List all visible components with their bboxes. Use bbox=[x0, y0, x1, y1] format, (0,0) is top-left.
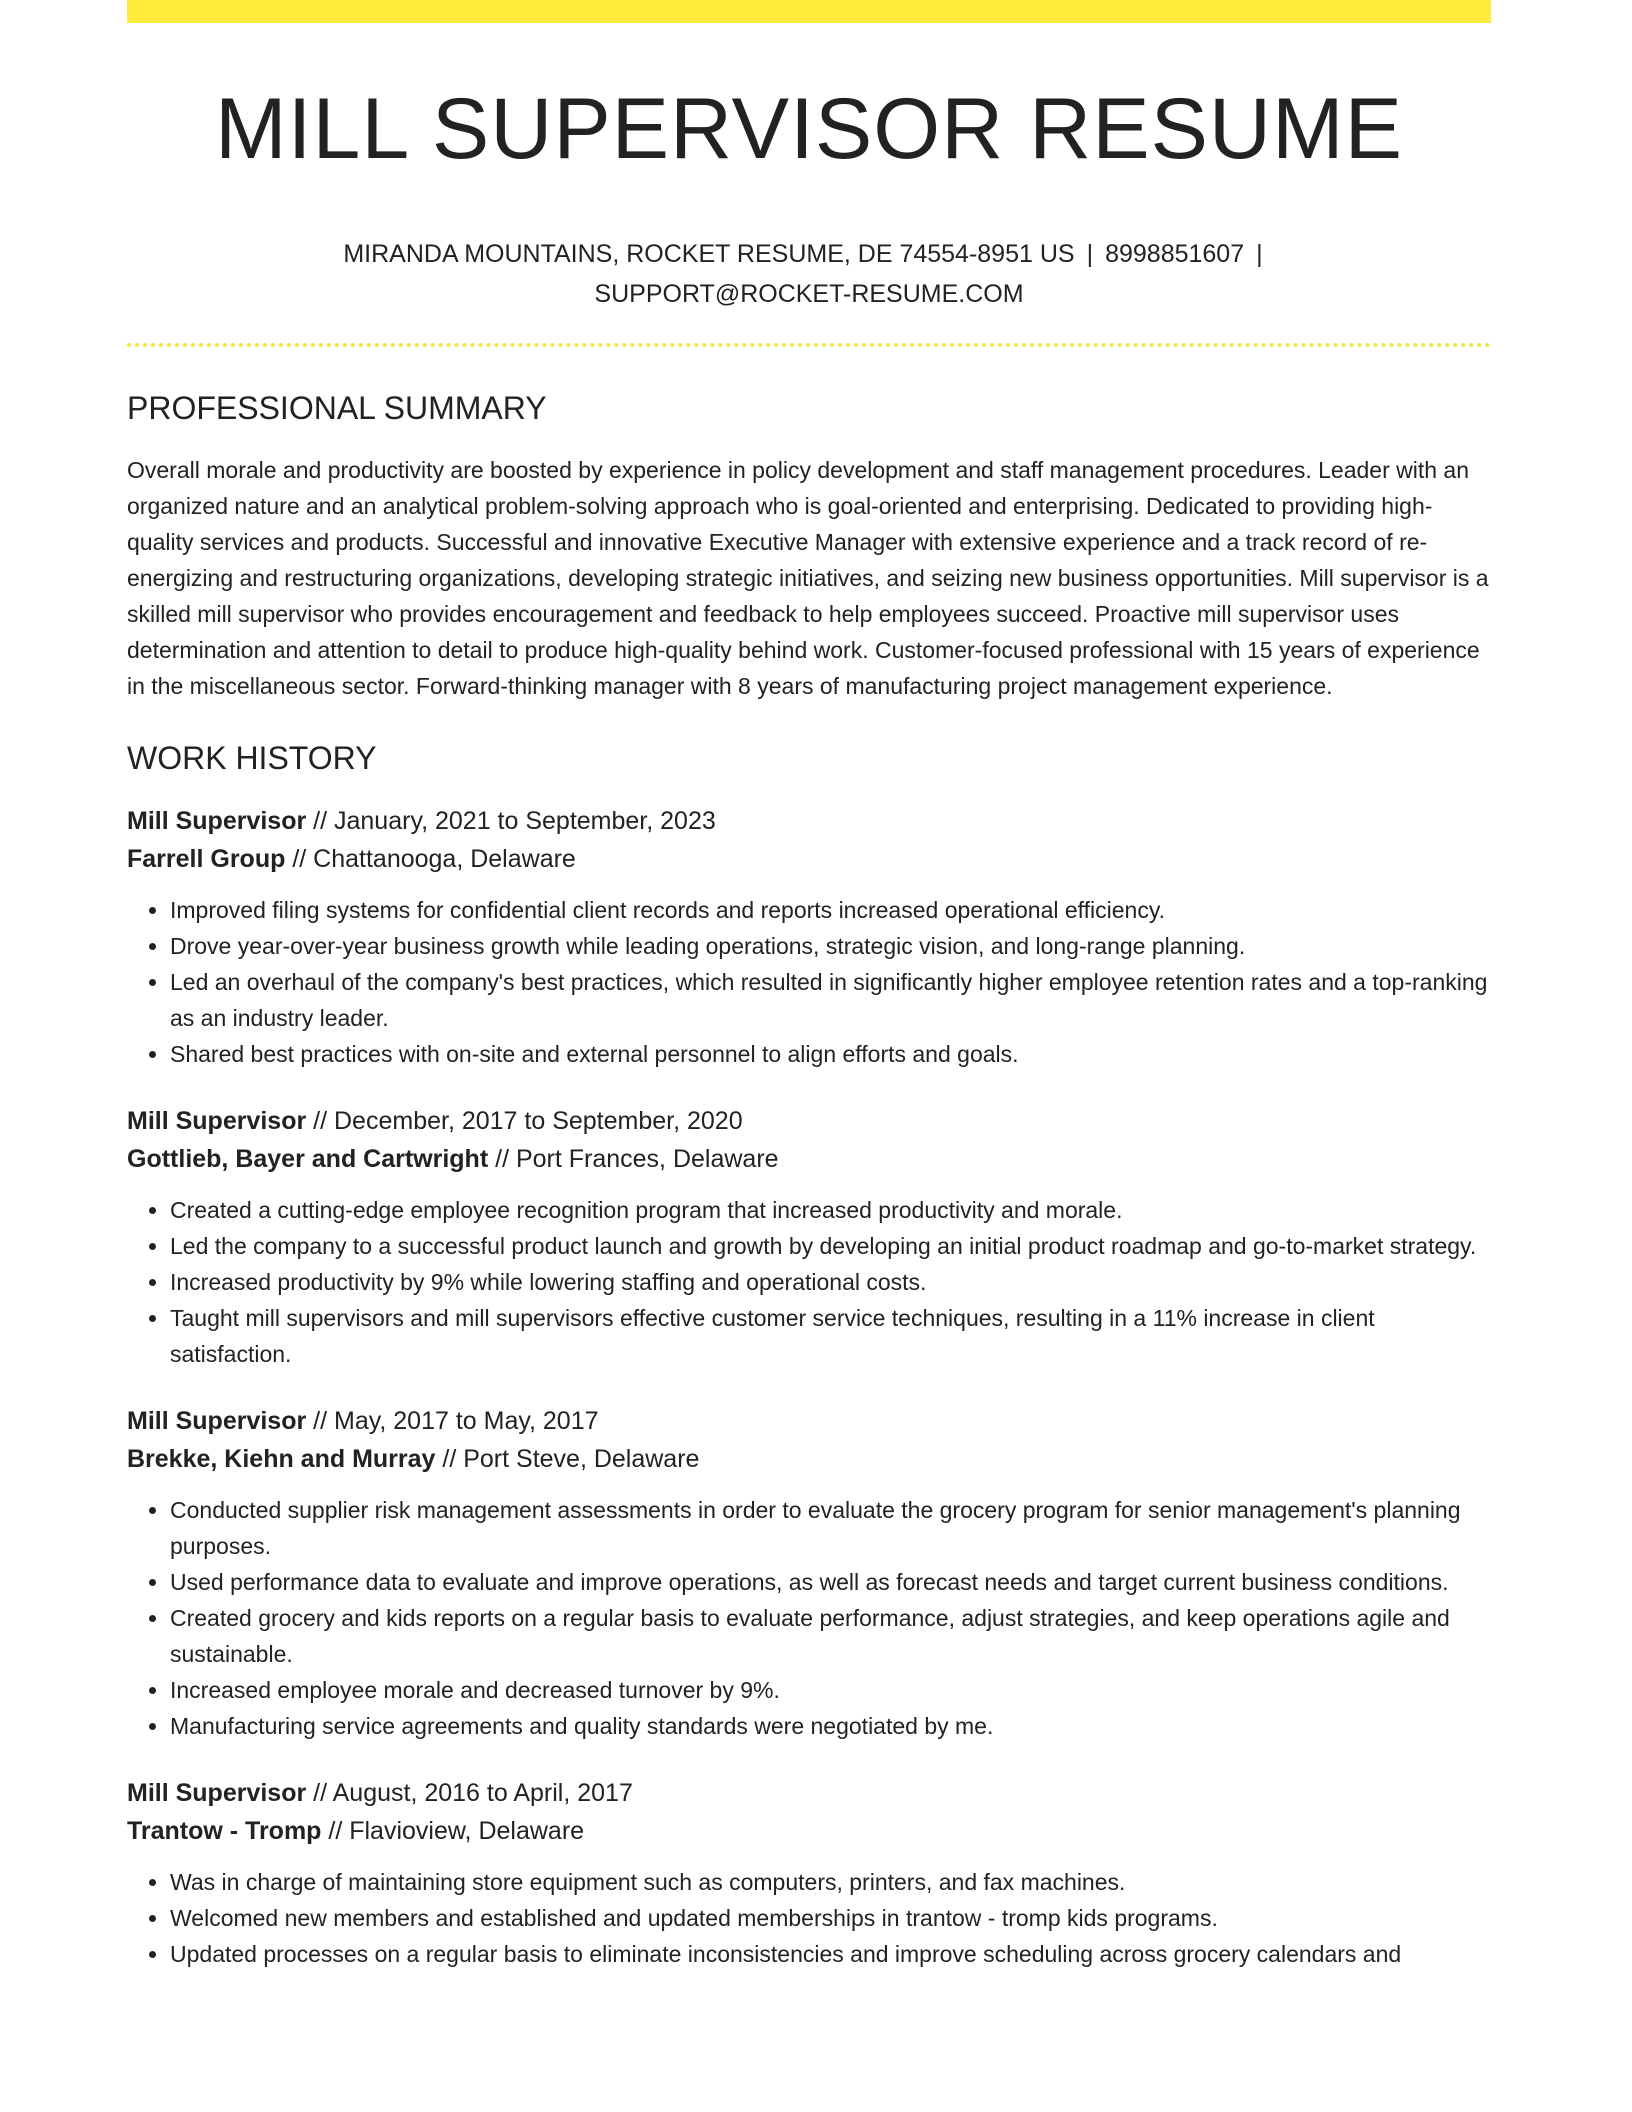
accent-top-bar bbox=[127, 0, 1491, 23]
contact-phone: 8998851607 bbox=[1105, 240, 1245, 268]
job-title-line bbox=[127, 1102, 1491, 1140]
job-bullets bbox=[127, 892, 1491, 1072]
job-dates: // August, 2016 to April, 2017 bbox=[306, 1779, 633, 1807]
job-title-line bbox=[127, 1402, 1491, 1440]
contact-line-2 bbox=[127, 274, 1491, 314]
job-bullet-item: • Welcomed new members and established and updated memberships in trantow - tromp kids programs. bbox=[170, 1900, 1491, 1936]
job-bullet-item: • Drove year-over-year business growth while leading operations, strategic vision, and long-range planning. bbox=[170, 928, 1491, 964]
job-bullet-item: • Created a cutting-edge employee recognition program that increased productivity and morale. bbox=[170, 1192, 1491, 1228]
job-bullet-item: • Taught mill supervisors and mill supervisors effective customer service techniques, resulting in a 11% increase in client satisfaction. bbox=[170, 1300, 1491, 1372]
summary-text: Overall morale and productivity are boosted by experience in policy development and staff management procedures. Leader with an organized nature and an analytical problem-solving approach who is goal-oriented and enterprising. Dedicated to providing high-quality services and products. Successful and innovative Executive Manager with extensive experience and a track record of re-energizing and restructuring organizations, developing strategic initiatives, and seizing new business opportunities. Mill supervisor is a skilled mill supervisor who provides encouragement and feedback to help employees succeed. Proactive mill supervisor uses determination and attention to detail to produce high-quality behind work. Customer-focused professional with 15 years of experience in the miscellaneous sector. Forward-thinking manager with 8 years of manufacturing project management experience. bbox=[127, 457, 1489, 699]
contact-email: SUPPORT@ROCKET-RESUME.COM bbox=[594, 280, 1024, 308]
job-bullet-item: • Led the company to a successful product launch and growth by developing an initial product roadmap and go-to-market strategy. bbox=[170, 1228, 1491, 1264]
job-bullets bbox=[127, 1864, 1491, 1972]
job-entry bbox=[127, 1402, 1491, 1744]
resume-content bbox=[127, 388, 1491, 2002]
contact-line-1 bbox=[127, 234, 1491, 274]
job-bullet-item: • Used performance data to evaluate and improve operations, as well as forecast needs and target current business conditions. bbox=[170, 1564, 1491, 1600]
job-bullet-item: • Was in charge of maintaining store equipment such as computers, printers, and fax machines. bbox=[170, 1864, 1491, 1900]
job-bullet-item: • Increased employee morale and decreased turnover by 9%. bbox=[170, 1672, 1491, 1708]
job-company-line bbox=[127, 1812, 1491, 1850]
work-history-heading: WORK HISTORY bbox=[127, 740, 377, 776]
job-title-line bbox=[127, 802, 1491, 840]
job-bullet-item: • Led an overhaul of the company's best practices, which resulted in significantly higher employee retention rates and a top-ranking as an industry leader. bbox=[170, 964, 1491, 1036]
job-bullet-item: • Manufacturing service agreements and quality standards were negotiated by me. bbox=[170, 1708, 1491, 1744]
job-dates: // May, 2017 to May, 2017 bbox=[306, 1407, 599, 1435]
job-company-line bbox=[127, 840, 1491, 878]
job-company: Brekke, Kiehn and Murray bbox=[127, 1445, 436, 1473]
job-location: // Flavioview, Delaware bbox=[321, 1817, 585, 1845]
job-title-line bbox=[127, 1774, 1491, 1812]
job-bullet-item: • Increased productivity by 9% while lowering staffing and operational costs. bbox=[170, 1264, 1491, 1300]
job-bullet-item: • Created grocery and kids reports on a regular basis to evaluate performance, adjust strategies, and keep operations agile and sustainable. bbox=[170, 1600, 1491, 1672]
job-title: Mill Supervisor bbox=[127, 1107, 307, 1135]
job-location: // Port Frances, Delaware bbox=[488, 1145, 779, 1173]
job-company-line bbox=[127, 1140, 1491, 1178]
job-title: Mill Supervisor bbox=[127, 1779, 307, 1807]
contact-separator: | bbox=[1256, 240, 1263, 268]
job-bullets bbox=[127, 1492, 1491, 1744]
job-location: // Port Steve, Delaware bbox=[435, 1445, 700, 1473]
contact-address: MIRANDA MOUNTAINS, ROCKET RESUME, DE 74554-8951 US bbox=[343, 240, 1075, 268]
contact-info bbox=[127, 234, 1491, 314]
work-history-list bbox=[127, 802, 1491, 1972]
job-bullet-item: • Improved filing systems for confidential client records and reports increased operational efficiency. bbox=[170, 892, 1491, 928]
job-location: // Chattanooga, Delaware bbox=[285, 845, 576, 873]
job-entry bbox=[127, 1102, 1491, 1372]
resume-title: MILL SUPERVISOR RESUME bbox=[214, 81, 1404, 177]
job-company: Farrell Group bbox=[127, 845, 286, 873]
job-title: Mill Supervisor bbox=[127, 1407, 307, 1435]
job-entry bbox=[127, 1774, 1491, 1972]
job-company: Gottlieb, Bayer and Cartwright bbox=[127, 1145, 489, 1173]
job-bullet-item: • Shared best practices with on-site and external personnel to align efforts and goals. bbox=[170, 1036, 1491, 1072]
job-entry bbox=[127, 802, 1491, 1072]
summary-heading: PROFESSIONAL SUMMARY bbox=[127, 390, 547, 426]
job-bullet-item: • Updated processes on a regular basis to eliminate inconsistencies and improve scheduling across grocery calendars and bbox=[170, 1936, 1491, 1972]
job-title: Mill Supervisor bbox=[127, 807, 307, 835]
job-dates: // January, 2021 to September, 2023 bbox=[306, 807, 716, 835]
job-bullet-item: • Conducted supplier risk management assessments in order to evaluate the grocery program for senior management's planning purposes. bbox=[170, 1492, 1491, 1564]
job-company-line bbox=[127, 1440, 1491, 1478]
job-company: Trantow - Tromp bbox=[127, 1817, 322, 1845]
job-bullets bbox=[127, 1192, 1491, 1372]
job-dates: // December, 2017 to September, 2020 bbox=[306, 1107, 743, 1135]
header-divider bbox=[127, 343, 1491, 347]
contact-separator: | bbox=[1086, 240, 1094, 268]
